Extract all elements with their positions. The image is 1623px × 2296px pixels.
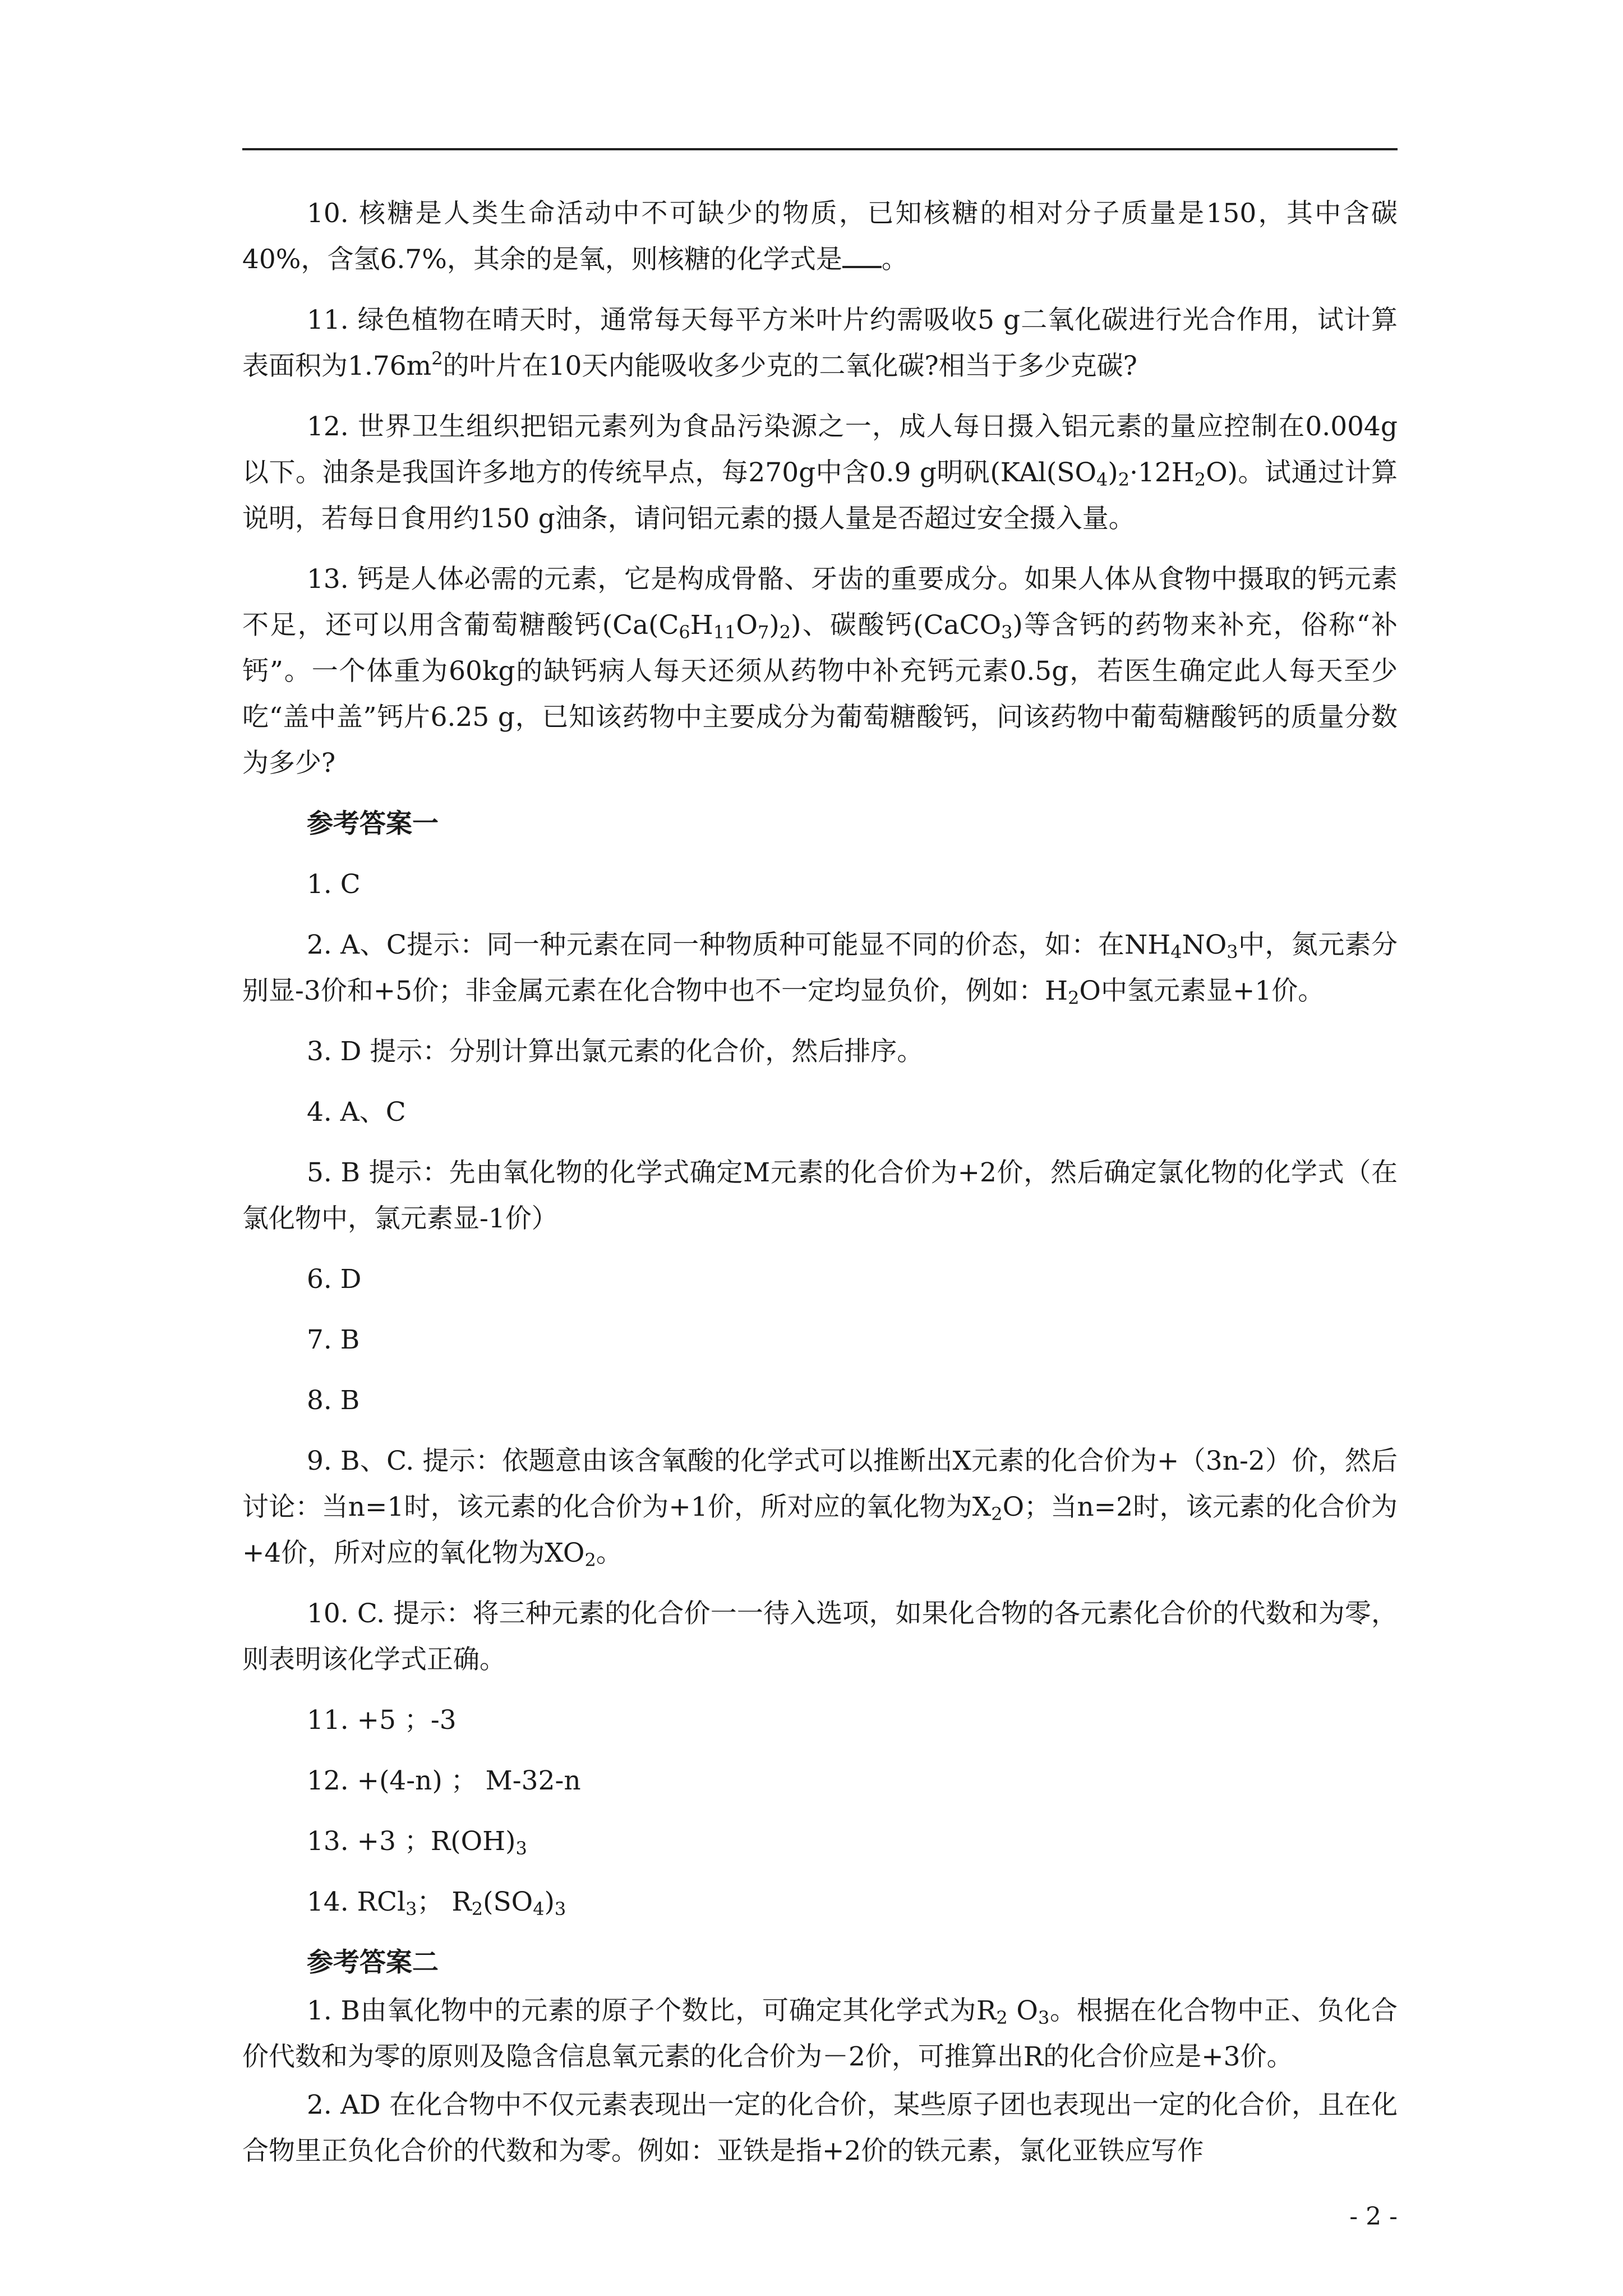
text-run: 1. C — [307, 869, 361, 900]
subscript: 4 — [533, 1898, 545, 1920]
paragraph — [242, 2082, 1398, 2174]
paragraph — [242, 1819, 1398, 1865]
subscript: 2 — [1118, 469, 1130, 490]
text-run: 参考答案一 — [307, 808, 439, 839]
text-run: 10. C. 提示：将三种元素的化合价一一待入选项，如果化合物的各元素化合价的代数和为零，则表明该化学式正确。 — [242, 1598, 1398, 1675]
text-run: O — [1007, 1995, 1038, 2026]
text-run: )、碳酸钙(CaCO — [791, 610, 1002, 641]
subscript: 3 — [405, 1898, 417, 1920]
text-run: 10. 核糖是人类生命活动中不可缺少的物质，已知核糖的相对分子质量是150，其中含碳40%，含氢6.7%，其余的是氧，则核糖的化学式是 — [242, 198, 1398, 275]
subscript: 2 — [779, 622, 791, 643]
section-heading — [242, 801, 1398, 847]
text-run: 参考答案二 — [307, 1947, 439, 1978]
paragraph — [242, 1150, 1398, 1242]
text-run: 11. +5 ；-3 — [307, 1705, 457, 1736]
text-run: NO — [1182, 930, 1227, 960]
page-number: - 2 - — [1349, 2202, 1398, 2231]
subscript: 4 — [1170, 941, 1182, 963]
text-run: )等含钙的药物来补充，俗称“补钙”。一个体重为60kg的缺钙病人每天还须从药物中补充钙元素0.5g，若医生确定此人每天至少吃“盖中盖”钙片6.25 g，已知该药物中主要成分为葡萄糖酸钙，问该药物中葡萄糖酸钙的质量分数为多少? — [242, 610, 1398, 779]
paragraph — [242, 1317, 1398, 1363]
text-run: O；当n=2时，该元素的化合价为+4价，所对应的氧化物为XO — [242, 1492, 1398, 1568]
paragraph — [242, 1378, 1398, 1424]
paragraph — [242, 1438, 1398, 1576]
text-run: ·12H — [1129, 457, 1195, 488]
paragraph — [242, 862, 1398, 908]
text-run: O中氢元素显+1价。 — [1079, 976, 1325, 1006]
subscript: 2 — [996, 2007, 1008, 2028]
subscript: 3 — [1001, 622, 1013, 643]
text-run: 13. 钙是人体必需的元素，它是构成骨骼、牙齿的重要成分。如果人体从食物中摄取的钙元素不足，还可以用含葡萄糖酸钙(Ca(C — [242, 564, 1398, 641]
text-run: 6. D — [307, 1264, 362, 1295]
text-run: (SO — [483, 1887, 533, 1917]
paragraph — [242, 1029, 1398, 1075]
text-run: ) — [769, 610, 780, 641]
subscript: 2 — [584, 1549, 596, 1571]
text-run: ) — [544, 1887, 555, 1917]
text-run: 4. A、C — [307, 1097, 406, 1128]
text-run: O — [736, 610, 758, 641]
text-run: 5. B 提示：先由氧化物的化学式确定M元素的化合价为+2价，然后确定氯化物的化学式（在氯化物中，氯元素显-1价） — [242, 1157, 1398, 1234]
subscript: 2 — [991, 1503, 1003, 1525]
text-run: 。 — [881, 244, 908, 275]
subscript: 6 — [679, 622, 690, 643]
text-run: H — [690, 610, 713, 641]
text-run: 9. B、C. 提示：依题意由该含氧酸的化学式可以推断出X元素的化合价为+（3n-2）价，然后讨论：当n=1时，该元素的化合价为+1价，所对应的氧化物为X — [242, 1446, 1398, 1522]
answer-blank — [842, 243, 882, 268]
subscript: 3 — [1038, 2007, 1050, 2028]
paragraph — [242, 1257, 1398, 1303]
paragraph — [242, 1697, 1398, 1743]
text-run: 12. 世界卫生组织把铝元素列为食品污染源之一，成人每日摄入铝元素的量应控制在0.004g以下。油条是我国许多地方的传统早点，每270g中含0.9 g明矾(KAl(SO — [242, 411, 1398, 488]
subscript: 3 — [515, 1838, 527, 1859]
subscript: 3 — [1227, 941, 1238, 963]
subscript: 4 — [1096, 469, 1108, 490]
text-run: 。 — [596, 1538, 623, 1568]
section-heading — [242, 1940, 1398, 1986]
paragraph — [242, 404, 1398, 542]
paragraph — [242, 1879, 1398, 1925]
text-run: 的叶片在10天内能吸收多少克的二氧化碳?相当于多少克碳? — [442, 351, 1137, 381]
superscript: 2 — [431, 348, 443, 369]
text-run: 14. RCl — [307, 1887, 406, 1917]
paragraph — [242, 922, 1398, 1014]
text-run: 2. AD 在化合物中不仅元素表现出一定的化合价，某些原子团也表现出一定的化合价，且在化合物里正负化合价的代数和为零。例如：亚铁是指+2价的铁元素，氯化亚铁应写作 — [242, 2090, 1398, 2166]
text-run: 2. A、C提示：同一种元素在同一种物质种可能显不同的价态，如：在NH — [307, 930, 1171, 960]
paragraph — [242, 297, 1398, 389]
header-rule — [242, 148, 1398, 150]
text-run: ) — [1108, 457, 1118, 488]
text-run: 1. B由氧化物中的元素的原子个数比，可确定其化学式为R — [307, 1995, 997, 2026]
text-run: 12. +(4-n) ； M-32-n — [307, 1765, 581, 1796]
subscript: 2 — [1068, 987, 1080, 1009]
document-body — [242, 191, 1398, 2177]
text-run: O)。试通过计算说明，若每日食用约150 g油条，请问铝元素的摄人量是否超过安全摄入量。 — [242, 457, 1398, 534]
text-run: ； R — [417, 1887, 472, 1917]
subscript: 11 — [713, 622, 736, 643]
subscript: 2 — [471, 1898, 483, 1920]
subscript: 3 — [554, 1898, 566, 1920]
text-run: 7. B — [307, 1324, 360, 1355]
paragraph — [242, 556, 1398, 786]
text-run: 11. 绿色植物在晴天时，通常每天每平方米叶片约需吸收5 g二氧化碳进行光合作用，试计算表面积为1.76m — [242, 305, 1398, 381]
paragraph — [242, 1089, 1398, 1135]
paragraph — [242, 1988, 1398, 2080]
paragraph — [242, 191, 1398, 283]
text-run: 8. B — [307, 1385, 360, 1416]
paragraph — [242, 1591, 1398, 1683]
subscript: 7 — [758, 622, 769, 643]
text-run: 3. D 提示：分别计算出氯元素的化合价，然后排序。 — [307, 1036, 924, 1067]
subscript: 2 — [1194, 469, 1206, 490]
paragraph — [242, 1758, 1398, 1804]
text-run: 。根据在化合物中正、负化合价代数和为零的原则及隐含信息氧元素的化合价为－2价，可推算出R的化合价应是+3价。 — [242, 1995, 1398, 2072]
text-run: 中，氮元素分别显-3价和+5价；非金属元素在化合物中也不一定均显负价，例如：H — [242, 930, 1398, 1006]
text-run: 13. +3 ；R(OH) — [307, 1826, 516, 1857]
